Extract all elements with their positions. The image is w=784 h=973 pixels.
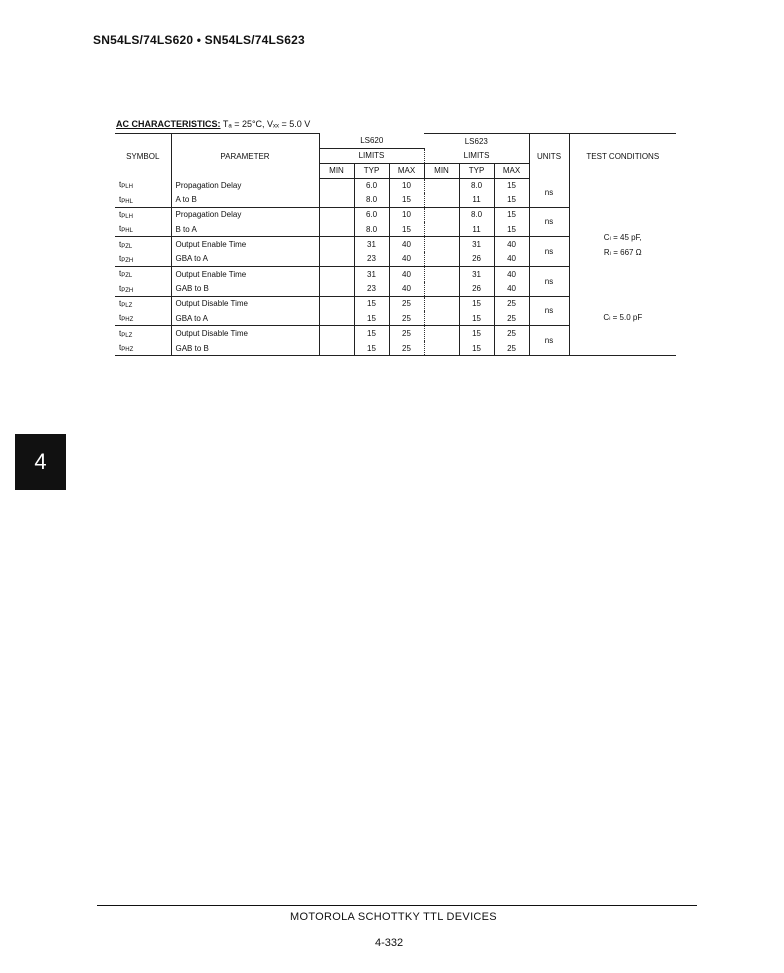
min-623-cell	[424, 282, 459, 297]
min-620-cell	[319, 266, 354, 281]
max-620-cell: 15	[389, 222, 424, 237]
typ-620-cell: 15	[354, 296, 389, 311]
min-620-cell	[319, 237, 354, 252]
symbol-main: t	[119, 298, 122, 308]
symbol-cell	[115, 207, 171, 222]
typ-620-cell: 23	[354, 252, 389, 267]
max-620-cell: 25	[389, 341, 424, 356]
max-623-cell: 25	[494, 326, 529, 341]
parameter-cell: Propagation Delay	[171, 178, 319, 193]
units-cell: ns	[529, 296, 569, 326]
symbol-subscript: PZL	[121, 243, 133, 250]
min-620-cell	[319, 222, 354, 237]
max-623-cell: 15	[494, 193, 529, 208]
symbol-cell	[115, 222, 171, 237]
cond-cl-45: Cₗ = 45 pF,	[603, 233, 642, 242]
symbol-main: t	[119, 313, 122, 323]
symbol-cell	[115, 178, 171, 193]
typ-620-cell: 6.0	[354, 207, 389, 222]
min-620-cell	[319, 193, 354, 208]
units-cell: ns	[529, 237, 569, 267]
symbol-cell	[115, 296, 171, 311]
page-header-title: SN54LS/74LS620 • SN54LS/74LS623	[93, 33, 305, 47]
max-620-cell: 40	[389, 237, 424, 252]
max-623-cell: 25	[494, 341, 529, 356]
symbol-main: t	[119, 180, 122, 190]
units-cell: ns	[529, 178, 569, 207]
min-620-cell	[319, 311, 354, 326]
max-623-cell: 40	[494, 237, 529, 252]
col-parameter: PARAMETER	[171, 134, 319, 179]
symbol-main: t	[119, 269, 122, 279]
symbol-subscript: PLH	[121, 213, 133, 220]
typ-623-cell: 8.0	[459, 178, 494, 193]
parameter-cell: Output Enable Time	[171, 237, 319, 252]
col-test-conditions: TEST CONDITIONS	[569, 134, 676, 179]
col-max-620: MAX	[389, 163, 424, 178]
min-623-cell	[424, 266, 459, 281]
symbol-subscript: PHZ	[121, 347, 134, 353]
ac-characteristics-title	[116, 119, 310, 129]
symbol-subscript: PHL	[121, 198, 133, 205]
min-623-cell	[424, 222, 459, 237]
symbol-subscript: PZH	[121, 257, 134, 264]
units-cell: ns	[529, 207, 569, 237]
max-623-cell: 15	[494, 178, 529, 193]
parameter-cell: GAB to B	[171, 341, 319, 356]
min-623-cell	[424, 341, 459, 356]
col-ls620-limits: LIMITS	[319, 148, 424, 163]
page-number: 4-332	[375, 937, 404, 949]
parameter-cell: Propagation Delay	[171, 207, 319, 222]
typ-623-cell: 26	[459, 282, 494, 297]
symbol-main: t	[119, 253, 122, 263]
typ-623-cell: 15	[459, 341, 494, 356]
typ-620-cell: 31	[354, 266, 389, 281]
typ-623-cell: 15	[459, 311, 494, 326]
table-row	[115, 178, 676, 193]
max-623-cell: 40	[494, 252, 529, 267]
max-620-cell: 25	[389, 311, 424, 326]
max-620-cell: 25	[389, 296, 424, 311]
min-620-cell	[319, 326, 354, 341]
col-typ-623: TYP	[459, 163, 494, 178]
max-623-cell: 25	[494, 296, 529, 311]
col-max-623: MAX	[494, 163, 529, 178]
symbol-main: t	[119, 194, 122, 204]
max-623-cell: 15	[494, 222, 529, 237]
max-620-cell: 40	[389, 282, 424, 297]
max-620-cell: 10	[389, 178, 424, 193]
max-620-cell: 25	[389, 326, 424, 341]
parameter-cell: Output Enable Time	[171, 266, 319, 281]
symbol-main: t	[119, 328, 122, 338]
symbol-main: t	[119, 343, 122, 352]
min-623-cell	[424, 178, 459, 193]
symbol-subscript: PZH	[121, 287, 134, 294]
typ-620-cell: 15	[354, 341, 389, 356]
typ-623-cell: 8.0	[459, 207, 494, 222]
typ-620-cell: 23	[354, 282, 389, 297]
min-623-cell	[424, 207, 459, 222]
max-623-cell: 40	[494, 266, 529, 281]
parameter-cell: Output Disable Time	[171, 326, 319, 341]
symbol-subscript: PLH	[121, 184, 133, 191]
typ-623-cell: 31	[459, 237, 494, 252]
col-min-623: MIN	[424, 163, 459, 178]
parameter-cell: GBA to A	[171, 311, 319, 326]
symbol-main: t	[119, 283, 122, 293]
symbol-subscript: PLZ	[121, 332, 133, 339]
symbol-cell	[115, 341, 171, 356]
typ-620-cell: 15	[354, 311, 389, 326]
min-620-cell	[319, 282, 354, 297]
parameter-cell: GBA to A	[171, 252, 319, 267]
col-min-620: MIN	[319, 163, 354, 178]
symbol-main: t	[119, 224, 122, 234]
symbol-main: t	[119, 209, 122, 219]
max-623-cell: 40	[494, 282, 529, 297]
units-cell: ns	[529, 266, 569, 296]
col-typ-620: TYP	[354, 163, 389, 178]
min-623-cell	[424, 252, 459, 267]
symbol-cell	[115, 311, 171, 326]
units-cell: ns	[529, 326, 569, 356]
typ-623-cell: 11	[459, 193, 494, 208]
typ-623-cell: 15	[459, 296, 494, 311]
symbol-cell	[115, 282, 171, 297]
max-620-cell: 40	[389, 252, 424, 267]
cond-cl-5: Cₗ = 5.0 pF	[603, 313, 643, 322]
max-623-cell: 15	[494, 207, 529, 222]
symbol-cell	[115, 193, 171, 208]
min-620-cell	[319, 341, 354, 356]
ac-title-label: AC CHARACTERISTICS:	[116, 119, 221, 129]
parameter-cell: B to A	[171, 222, 319, 237]
min-620-cell	[319, 252, 354, 267]
typ-620-cell: 15	[354, 326, 389, 341]
typ-623-cell: 31	[459, 266, 494, 281]
min-620-cell	[319, 296, 354, 311]
symbol-subscript: PLZ	[121, 302, 133, 309]
cond-rl-667: Rₗ = 667 Ω	[603, 248, 642, 257]
min-623-cell	[424, 193, 459, 208]
typ-623-cell: 26	[459, 252, 494, 267]
parameter-cell: GAB to B	[171, 282, 319, 297]
symbol-cell	[115, 252, 171, 267]
symbol-subscript: PHL	[121, 228, 133, 235]
typ-623-cell: 15	[459, 326, 494, 341]
min-620-cell	[319, 207, 354, 222]
col-units: UNITS	[529, 134, 569, 179]
parameter-cell: Output Disable Time	[171, 296, 319, 311]
typ-623-cell: 11	[459, 222, 494, 237]
col-ls620: LS620	[319, 134, 424, 149]
col-ls623-limits: LIMITS	[424, 148, 529, 163]
max-620-cell: 40	[389, 266, 424, 281]
symbol-main: t	[119, 239, 122, 249]
ac-characteristics-table	[115, 133, 676, 356]
typ-620-cell: 31	[354, 237, 389, 252]
max-623-cell: 25	[494, 311, 529, 326]
section-tab: 4	[15, 434, 66, 490]
symbol-subscript: PZL	[121, 273, 133, 280]
typ-620-cell: 8.0	[354, 222, 389, 237]
max-620-cell: 10	[389, 207, 424, 222]
symbol-subscript: PHZ	[121, 317, 134, 324]
typ-620-cell: 8.0	[354, 193, 389, 208]
min-620-cell	[319, 178, 354, 193]
symbol-cell	[115, 266, 171, 281]
footer-company: MOTOROLA SCHOTTKY TTL DEVICES	[290, 911, 497, 923]
footer-divider	[97, 905, 697, 906]
ac-title-conditions: Tₐ = 25°C, Vₓₓ = 5.0 V	[222, 119, 311, 129]
col-ls623: LS623	[424, 134, 529, 149]
min-623-cell	[424, 237, 459, 252]
symbol-cell	[115, 326, 171, 341]
min-623-cell	[424, 311, 459, 326]
min-623-cell	[424, 326, 459, 341]
parameter-cell: A to B	[171, 193, 319, 208]
symbol-cell	[115, 237, 171, 252]
col-symbol: SYMBOL	[115, 134, 171, 179]
test-conditions-cell	[569, 178, 676, 356]
typ-620-cell: 6.0	[354, 178, 389, 193]
max-620-cell: 15	[389, 193, 424, 208]
min-623-cell	[424, 296, 459, 311]
